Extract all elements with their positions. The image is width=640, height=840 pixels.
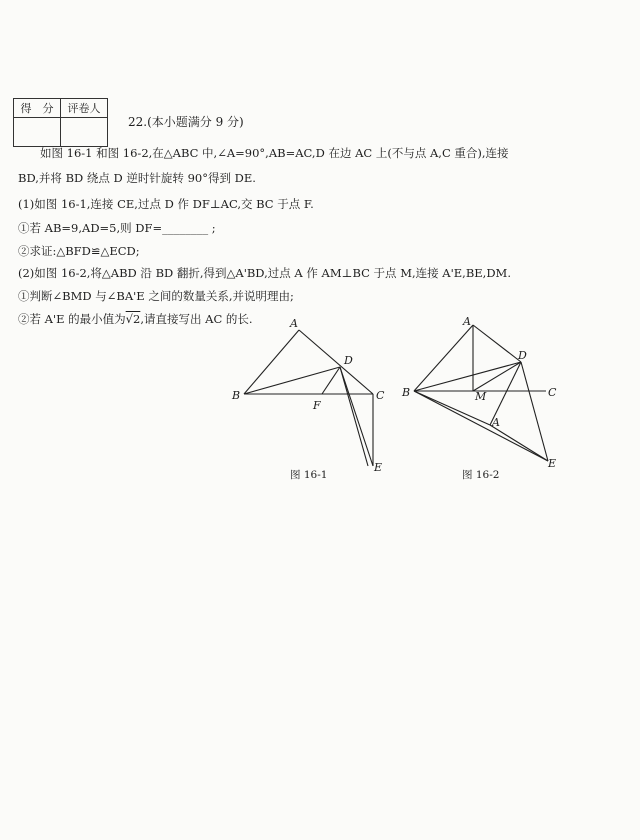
label-d-fig1: D	[344, 354, 353, 367]
label-a-prime-fig2: A	[492, 416, 500, 429]
segment-ad-2	[473, 325, 521, 362]
label-f-fig1: F	[313, 399, 321, 412]
label-m-fig2: M	[475, 390, 487, 403]
question-line-7: ①判断∠BMD 与∠BA'E 之间的数量关系,并说明理由;	[18, 289, 294, 303]
caption-fig2: 图 16-2	[462, 469, 500, 481]
label-a-fig1: A	[290, 317, 298, 330]
line-8-text-after: ,请直接写出 AC 的长.	[140, 312, 253, 326]
question-line-4: ①若 AB=9,AD=5,则 DF=________ ;	[18, 221, 216, 235]
label-c-fig1: C	[376, 389, 385, 402]
caption-fig1: 图 16-1	[290, 469, 328, 481]
label-b-fig1: B	[232, 389, 241, 402]
line-8-text-before: ②若 A'E 的最小值为	[18, 312, 126, 326]
figure-16-1	[231, 317, 385, 481]
question-line-6: (2)如图 16-2,将△ABD 沿 BD 翻折,得到△A'BD,过点 A 作 AM⊥BC 于点 M,连接 A'E,BE,DM.	[18, 266, 511, 280]
label-e-fig2: E	[548, 457, 557, 470]
figure-16-2	[401, 315, 557, 481]
label-d-fig2: D	[518, 349, 527, 362]
segment-de2-1	[340, 367, 368, 466]
label-e-fig1: E	[374, 461, 383, 474]
label-c-fig2: C	[548, 386, 557, 399]
segment-de-1	[340, 367, 373, 466]
question-line-2: BD,并将 BD 绕点 D 逆时针旋转 90°得到 DE.	[18, 171, 256, 185]
question-title: 22.(本小题满分 9 分)	[128, 115, 244, 129]
question-line-5: ②求证:△BFD≌△ECD;	[18, 244, 140, 258]
question-line-3: (1)如图 16-1,连接 CE,过点 D 作 DF⊥AC,交 BC 于点 F.	[18, 197, 314, 211]
segment-bd-2	[414, 362, 521, 391]
question-line-1: 如图 16-1 和图 16-2,在△ABC 中,∠A=90°,AB=AC,D 在边 AC 上(不与点 A,C 重合),连接	[40, 146, 509, 160]
segment-bd-1	[244, 367, 340, 394]
score-header: 得 分	[14, 99, 61, 118]
segment-ba-2	[414, 325, 473, 391]
segment-ba-1	[244, 330, 299, 394]
label-a-fig2: A	[463, 315, 471, 328]
grader-header: 评卷人	[61, 99, 108, 118]
segment-ac-1	[299, 330, 373, 394]
sqrt-two: √2	[125, 312, 141, 326]
label-b-fig2: B	[402, 386, 411, 399]
